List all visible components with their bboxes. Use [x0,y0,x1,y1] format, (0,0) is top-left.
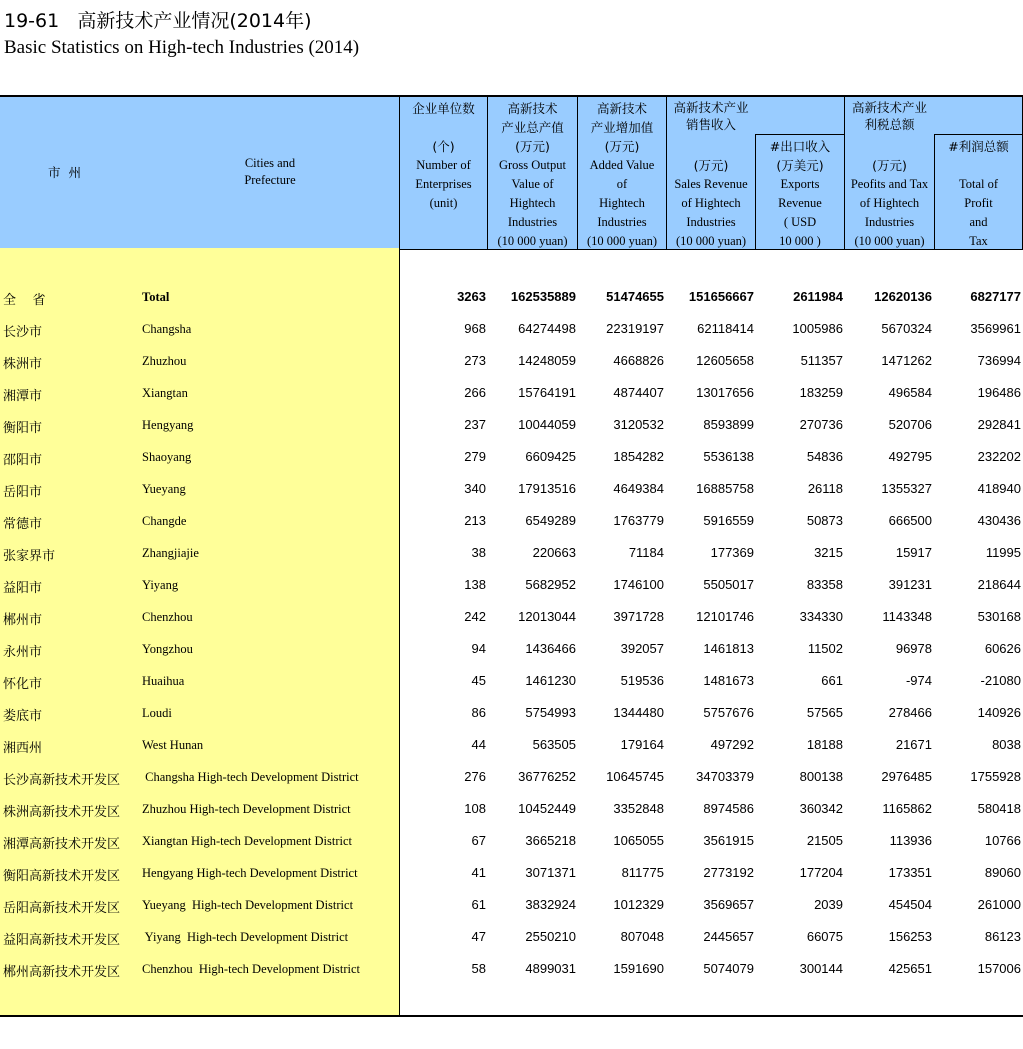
region-name-en: Changsha [142,322,192,336]
region-name-cn: 益阳市 [3,581,43,596]
header-sales-group [667,99,755,133]
cell-exports-revenue: 50873 [806,513,843,528]
cell-enterprises: 266 [464,385,486,400]
cell-total-profit: 140926 [977,705,1021,720]
cell-exports-revenue: 177204 [799,865,843,880]
header-city-cn: 市 州 [48,165,81,180]
header-tax-en3: Industries [864,215,915,229]
cell-gross-output: 10452449 [518,801,576,816]
cell-enterprises: 86 [471,705,486,720]
cell-enterprises: 108 [464,801,486,816]
cell-enterprises: 213 [464,513,486,528]
table-row [0,641,1023,673]
cell-profits-tax: 156253 [888,929,932,944]
cell-exports-revenue: 83358 [806,577,843,592]
cell-added-value: 392057 [620,641,664,656]
cell-sales-revenue: 177369 [710,545,754,560]
cell-added-value: 1012329 [613,897,664,912]
region-name-en: Changsha High-tech Development District [142,770,359,784]
cell-enterprises: 94 [471,641,486,656]
cell-added-value: 1344480 [613,705,664,720]
cell-total-profit: 1755928 [970,769,1021,784]
cell-total-profit: 10766 [984,833,1021,848]
cell-enterprises: 44 [471,737,486,752]
cell-total-profit: -21080 [980,673,1021,688]
header-sales [667,156,755,251]
header-exports-en1: Exports [780,177,820,191]
cell-added-value: 1854282 [613,449,664,464]
header-tax-group-cn1: 高新技术产业 [851,100,927,115]
cell-exports-revenue: 2039 [814,897,843,912]
cell-total-profit: 3569961 [970,321,1021,336]
table-row [0,289,1023,321]
cell-profits-tax: 278466 [888,705,932,720]
header-enterprises-unit-en: (unit) [429,196,458,210]
cell-profits-tax: 391231 [888,577,932,592]
region-name-en: Yiyang [142,578,179,592]
region-name-en: Changde [142,514,187,528]
header-sales-group-cn2: 销售收入 [685,117,736,132]
region-name-en: Hengyang [142,418,194,432]
header-profit-en4: Tax [969,234,988,248]
header-added-en4: Industries [597,215,647,229]
cell-enterprises: 968 [464,321,486,336]
header-enterprises-unit-cn: (个) [432,139,455,154]
cell-enterprises: 138 [464,577,486,592]
table-row [0,385,1023,417]
header-sales-en2: of Hightech [681,196,741,210]
cell-added-value: 3120532 [613,417,664,432]
cell-enterprises: 273 [464,353,486,368]
cell-exports-revenue: 270736 [799,417,843,432]
cell-sales-revenue: 497292 [710,737,754,752]
header-exports-en2: Revenue [778,196,822,210]
cell-exports-revenue: 2611984 [793,289,843,304]
cell-exports-revenue: 334330 [799,609,843,624]
region-name-en: Xiangtan [142,386,188,400]
header-tax [845,156,934,251]
region-name-en: Yongzhou [142,642,193,656]
cell-enterprises: 279 [464,449,486,464]
cell-sales-revenue: 8593899 [703,417,754,432]
cell-exports-revenue: 360342 [799,801,843,816]
cell-enterprises: 41 [471,865,486,880]
table-row [0,897,1023,929]
cell-total-profit: 196486 [977,385,1021,400]
header-added-value [578,99,666,251]
table-row [0,961,1023,993]
header-added-en3: Hightech [599,196,645,210]
cell-added-value: 4668826 [613,353,664,368]
cell-sales-revenue: 5536138 [703,449,754,464]
header-enterprises [400,99,487,213]
cell-profits-tax: 1143348 [882,609,932,624]
header-enterprises-en1: Number of [416,158,471,172]
cell-enterprises: 340 [464,481,486,496]
cell-added-value: 4649384 [613,481,664,496]
cell-profits-tax: 666500 [888,513,932,528]
region-name-cn: 常德市 [3,517,43,532]
table-row [0,545,1023,577]
cell-total-profit: 261000 [977,897,1021,912]
cell-profits-tax: 96978 [895,641,932,656]
cell-profits-tax: 113936 [889,833,932,848]
cell-total-profit: 218644 [977,577,1021,592]
cell-total-profit: 11995 [985,545,1021,560]
region-name-en: Yueyang [142,482,186,496]
cell-sales-revenue: 5757676 [703,705,754,720]
region-name-en: Loudi [142,706,172,720]
header-enterprises-cn: 企业单位数 [412,101,475,116]
cell-enterprises: 67 [471,833,486,848]
table-row [0,705,1023,737]
cell-sales-revenue: 8974586 [703,801,754,816]
cell-profits-tax: 425651 [888,961,932,976]
header-tax-en2: of Hightech [859,196,920,210]
header-gross-unit-cn: (万元) [515,139,550,154]
table-row [0,833,1023,865]
cell-gross-output: 3832924 [525,897,576,912]
region-name-cn: 怀化市 [3,677,43,692]
table-row [0,577,1023,609]
cell-profits-tax: 12620136 [874,289,932,304]
cell-gross-output: 1461230 [525,673,576,688]
region-name-en: Huaihua [142,674,185,688]
cell-gross-output: 1436466 [525,641,576,656]
header-enterprises-en2: Enterprises [415,177,472,191]
header-profit-cn: #利润总额 [948,139,1009,154]
cell-profits-tax: 1355327 [881,481,932,496]
region-name-en: Zhangjiajie [142,546,199,560]
region-name-en: Zhuzhou [142,354,187,368]
cell-added-value: 179164 [620,737,664,752]
cell-gross-output: 10044059 [518,417,576,432]
cell-profits-tax: 496584 [888,385,932,400]
region-name-cn: 娄底市 [3,709,43,724]
cell-sales-revenue: 3569657 [703,897,754,912]
cell-added-value: 71184 [628,545,664,560]
cell-total-profit: 530168 [977,609,1021,624]
region-name-en: Total [142,290,170,304]
cell-added-value: 811775 [621,865,664,880]
table-row [0,865,1023,897]
cell-total-profit: 89060 [984,865,1021,880]
header-profit-en2: Profit [964,196,993,210]
cell-added-value: 22319197 [606,321,664,336]
cell-enterprises: 38 [471,545,486,560]
cell-exports-revenue: 18188 [806,737,843,752]
cell-enterprises: 242 [464,609,486,624]
table-row [0,769,1023,801]
region-name-cn: 郴州高新技术开发区 [3,965,121,980]
cell-gross-output: 36776252 [518,769,576,784]
region-name-en: Chenzhou [142,610,193,624]
cell-total-profit: 736994 [977,353,1021,368]
cell-exports-revenue: 511357 [800,353,843,368]
region-name-cn: 全 省 [3,293,46,308]
table-row [0,929,1023,961]
cell-exports-revenue: 661 [821,673,843,688]
table-bottom-rule [0,1015,1023,1017]
cell-enterprises: 45 [471,673,486,688]
cell-exports-revenue: 3215 [814,545,843,560]
header-added-en2: of [616,177,628,191]
header-gross-en1: Gross Output [498,158,567,172]
cell-gross-output: 5682952 [525,577,576,592]
header-sales-en1: Sales Revenue [674,177,748,191]
cell-enterprises: 61 [471,897,486,912]
cell-total-profit: 292841 [977,417,1021,432]
cell-enterprises: 276 [464,769,486,784]
table-row [0,481,1023,513]
region-name-cn: 郴州市 [3,613,43,628]
cell-added-value: 519536 [620,673,664,688]
cell-gross-output: 15764191 [518,385,576,400]
cell-enterprises: 58 [471,961,486,976]
region-name-en: Xiangtan High-tech Development District [142,834,353,848]
region-name-cn: 湘西州 [3,741,43,756]
cell-total-profit: 232202 [977,449,1021,464]
cell-sales-revenue: 3561915 [703,833,754,848]
cell-sales-revenue: 151656667 [688,289,754,304]
cell-gross-output: 5754993 [525,705,576,720]
cell-sales-revenue: 16885758 [696,481,754,496]
header-exports-cn: #出口收入 [769,139,831,154]
cell-added-value: 1746100 [613,577,664,592]
cell-gross-output: 220663 [532,545,576,560]
cell-exports-revenue: 1005986 [792,321,843,336]
cell-exports-revenue: 11502 [807,641,843,656]
cell-profits-tax: 173351 [888,865,932,880]
cell-sales-revenue: 5074079 [703,961,754,976]
region-name-cn: 湘潭市 [3,389,43,404]
cell-sales-revenue: 34703379 [696,769,754,784]
region-name-en: Shaoyang [142,450,192,464]
region-name-en: Hengyang High-tech Development District [142,866,358,880]
region-name-cn: 衡阳高新技术开发区 [3,869,121,884]
header-added-cn2: 产业增加值 [590,120,654,135]
header-city-en-line1: Cities and [244,156,296,170]
region-name-en: West Hunan [142,738,204,752]
cell-total-profit: 86123 [984,929,1021,944]
cell-gross-output: 17913516 [518,481,576,496]
cell-added-value: 1591690 [613,961,664,976]
cell-total-profit: 580418 [977,801,1021,816]
cell-gross-output: 64274498 [518,321,576,336]
cell-sales-revenue: 5916559 [703,513,754,528]
region-name-en: Zhuzhou High-tech Development District [142,802,351,816]
cell-gross-output: 6549289 [525,513,576,528]
cell-added-value: 3352848 [613,801,664,816]
header-tax-unit-cn: (万元) [872,158,907,173]
cell-added-value: 10645745 [606,769,664,784]
region-name-cn: 衡阳市 [3,421,43,436]
cell-sales-revenue: 2445657 [703,929,754,944]
cell-profits-tax: 454504 [888,897,932,912]
region-name-en: Yueyang High-tech Development District [142,898,354,912]
region-name-cn: 邵阳市 [3,453,43,468]
header-tax-group-cn2: 利税总额 [864,117,915,132]
cell-exports-revenue: 57565 [806,705,843,720]
header-gross-en4: Industries [507,215,558,229]
cell-added-value: 807048 [620,929,664,944]
cell-profits-tax: 1165862 [882,801,932,816]
region-name-cn: 永州市 [3,645,43,660]
header-exports-en3: ( USD [783,215,817,229]
header-sales-unit-en: (10 000 yuan) [675,234,747,248]
cell-total-profit: 6827177 [970,289,1021,304]
cell-profits-tax: 5670324 [881,321,932,336]
table-row [0,513,1023,545]
cell-sales-revenue: 62118414 [697,321,754,336]
table-row [0,673,1023,705]
header-gross-en2: Value of [511,177,554,191]
cell-sales-revenue: 2773192 [703,865,754,880]
header-added-unit-en: (10 000 yuan) [586,234,658,248]
header-city-en [200,155,340,189]
cell-exports-revenue: 66075 [806,929,843,944]
table-row [0,353,1023,385]
header-added-unit-cn: (万元) [604,139,640,154]
cell-total-profit: 60626 [984,641,1021,656]
cell-profits-tax: -974 [905,673,932,688]
cell-added-value: 1065055 [613,833,664,848]
cell-added-value: 3971728 [613,609,664,624]
header-city-en-line2: Prefecture [244,173,296,187]
cell-gross-output: 3071371 [525,865,576,880]
table-row [0,417,1023,449]
cell-total-profit: 430436 [977,513,1021,528]
cell-profits-tax: 15917 [895,545,932,560]
header-added-cn1: 高新技术 [596,101,647,116]
region-name-cn: 益阳高新技术开发区 [3,933,121,948]
cell-exports-revenue: 800138 [799,769,843,784]
header-gross-unit-en: (10 000 yuan) [497,234,568,248]
cell-sales-revenue: 5505017 [703,577,754,592]
cell-added-value: 1763779 [613,513,664,528]
table-row [0,737,1023,769]
region-name-cn: 湘潭高新技术开发区 [3,837,121,852]
table-title-cn-text: 高新技术产业情况(2014年) [77,10,312,32]
header-profit-en1: Total of [958,177,999,191]
cell-total-profit: 157006 [977,961,1021,976]
cell-added-value: 4874407 [613,385,664,400]
header-sales-unit-cn: (万元) [693,158,729,173]
cell-enterprises: 3263 [457,289,486,304]
table-title-en: Basic Statistics on High-tech Industries (2014) [4,37,360,58]
table-row [0,609,1023,641]
cell-profits-tax: 21671 [895,737,932,752]
region-name-cn: 张家界市 [3,549,56,564]
cell-exports-revenue: 26118 [807,481,843,496]
cell-gross-output: 162535889 [510,289,576,304]
header-tax-unit-en: (10 000 yuan) [854,234,925,248]
header-gross-cn2: 产业总产值 [501,120,564,135]
table-row [0,801,1023,833]
table-header [0,95,1023,250]
cell-gross-output: 14248059 [518,353,576,368]
header-sales-en3: Industries [686,215,736,229]
region-name-en: Chenzhou High-tech Development District [142,962,360,976]
header-sales-group-cn1: 高新技术产业 [673,100,749,115]
header-exports-unit-cn: (万美元) [776,158,824,173]
region-name-cn: 岳阳市 [3,485,43,500]
cell-sales-revenue: 12605658 [696,353,754,368]
cell-total-profit: 8038 [992,737,1021,752]
cell-exports-revenue: 54836 [806,449,843,464]
header-added-en1: Added Value [589,158,655,172]
region-name-cn: 长沙高新技术开发区 [3,773,121,788]
cell-sales-revenue: 13017656 [696,385,754,400]
cell-enterprises: 47 [471,929,486,944]
cell-gross-output: 563505 [532,737,576,752]
cell-gross-output: 3665218 [525,833,576,848]
header-exports-unit-en: 10 000 ) [779,234,821,248]
header-profit-en3: and [969,215,988,229]
table-title-cn [4,6,312,33]
region-name-en: Yiyang High-tech Development District [142,930,349,944]
header-gross-output [488,99,577,251]
cell-sales-revenue: 12101746 [696,609,754,624]
cell-enterprises: 237 [464,417,486,432]
cell-gross-output: 4899031 [525,961,576,976]
cell-profits-tax: 2976485 [881,769,932,784]
header-exports [756,137,844,251]
header-gross-cn1: 高新技术 [507,101,558,116]
cell-added-value: 51474655 [606,289,664,304]
cell-profits-tax: 492795 [888,449,932,464]
cell-profits-tax: 1471262 [881,353,932,368]
table-number: 19-61 [4,10,60,32]
cell-total-profit: 418940 [977,481,1021,496]
cell-gross-output: 6609425 [525,449,576,464]
table-row [0,321,1023,353]
header-tax-en1: Peofits and Tax [850,177,929,191]
region-name-cn: 长沙市 [3,325,43,340]
cell-exports-revenue: 300144 [799,961,843,976]
cell-gross-output: 12013044 [518,609,576,624]
cell-profits-tax: 520706 [888,417,932,432]
region-name-cn: 岳阳高新技术开发区 [3,901,121,916]
header-tax-group [845,99,934,133]
cell-sales-revenue: 1461813 [703,641,754,656]
header-profit [935,137,1022,251]
cell-sales-revenue: 1481673 [703,673,754,688]
region-name-cn: 株洲市 [3,357,43,372]
header-gross-en3: Hightech [509,196,556,210]
region-name-cn: 株洲高新技术开发区 [3,805,121,820]
cell-exports-revenue: 183259 [799,385,843,400]
table-row [0,449,1023,481]
cell-exports-revenue: 21505 [806,833,843,848]
cell-gross-output: 2550210 [525,929,576,944]
